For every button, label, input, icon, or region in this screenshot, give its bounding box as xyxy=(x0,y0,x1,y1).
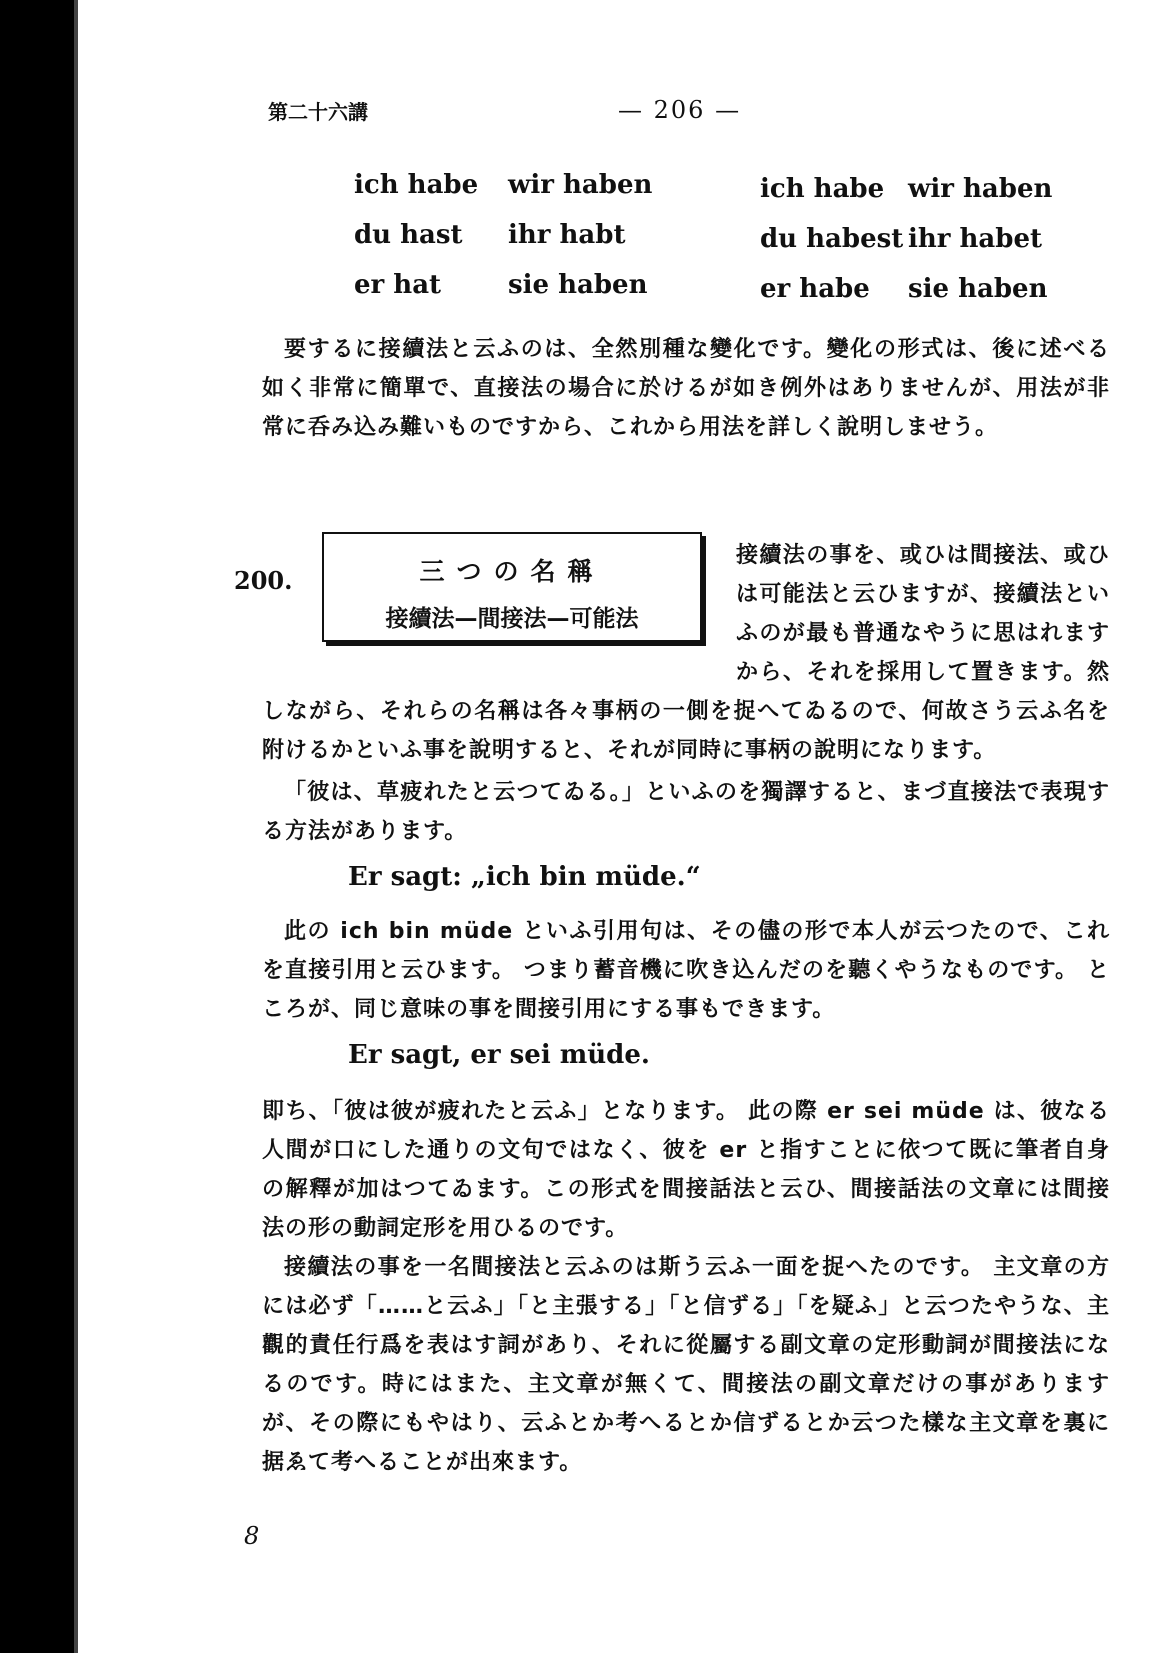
paragraph-text: 即ち、「彼は彼が疲れたと云ふ」となります。 此の際 er sei müde は、彼なる人間が口にした通りの文句ではなく、彼を er と指すことに依つて既に筆者自身の解釋が加はつてゐます。この形式を間接話法と云ひ、間接話法の文章には間接法の形の動詞定形を用ひるのです。 xyxy=(262,1099,1110,1241)
paragraph-summary xyxy=(262,330,1110,447)
conj-ind-3p: sie haben xyxy=(508,270,648,300)
conj-ind-1p: wir haben xyxy=(508,170,653,200)
paragraph-text: 「彼は、草疲れたと云つてゐる。」といふのを獨譯すると、まづ直接法で表現する方法があります。 xyxy=(262,780,1110,844)
paragraph-text: 要するに接續法と云ふのは、全然別種な變化です。變化の形式は、後に述べる如く非常に簡單で、直接法の場合に於けるが如き例外はありませんが、用法が非常に呑み込み難いものですから、これから用法を詳しく說明しませう。 xyxy=(262,337,1110,440)
conj-subj-2p: ihr habet xyxy=(908,224,1043,254)
section-title: 三つの名稱 xyxy=(419,557,605,586)
page-number: — 206 — xyxy=(618,96,742,124)
paragraph-direct-quote xyxy=(262,912,1110,1029)
section-200-text xyxy=(262,536,1110,770)
conj-subj-2s: du habest xyxy=(760,224,904,254)
conj-subj-1p: wir haben xyxy=(908,174,1053,204)
box-wrap-spacer xyxy=(262,536,736,654)
chapter-running-head: 第二十六講 xyxy=(268,100,368,124)
paragraph-text: 接續法の事を一名間接法と云ふのは斯う云ふ一面を捉へたのです。 主文章の方には必ず「……と云ふ」「と主張する」「と信ずる」「を疑ふ」と云つたやうな、主觀的責任行爲を表はす詞があり、それに從屬する副文章の定形動詞が間接法になるのです。時にはまた、主文章が無くて、間接法の副文章だけの事がありますが、その際にもやはり、云ふとか考へるとか信ずるとか云つた樣な主文章を裏に据ゑて考へることが出來ます。 xyxy=(262,1255,1110,1475)
section-200-paragraph: 接續法の事を、或ひは間接法、或ひは可能法と云ひますが、接續法といふのが最も普通なやうに思はれますから、それを採用して置きます。然しながら、それらの名稱は各々事柄の一側を捉へてゐるので、何故さう云ふ名を附けるかといふ事を說明すると、それが同時に事柄の說明になります。 xyxy=(262,543,1110,763)
section-subtitle: 接續法—間接法—可能法 xyxy=(385,606,639,632)
conj-ind-2p: ihr habt xyxy=(508,220,626,250)
conj-subj-1s: ich habe xyxy=(760,174,885,204)
conj-ind-3s: er hat xyxy=(354,270,442,300)
section-number: 200. xyxy=(234,566,293,595)
conj-ind-1s: ich habe xyxy=(354,170,479,200)
conj-subj-3s: er habe xyxy=(760,274,870,304)
conj-ind-2s: du hast xyxy=(354,220,463,250)
example-direct-speech: Er sagt: „ich bin müde.“ xyxy=(348,862,701,892)
paragraph-indirect-mood xyxy=(262,1248,1110,1482)
example-indirect-speech: Er sagt, er sei müde. xyxy=(348,1040,650,1070)
paragraph-translation xyxy=(262,773,1110,851)
paragraph-indirect-quote xyxy=(262,1092,1110,1248)
conj-subj-3p: sie haben xyxy=(908,274,1048,304)
paragraph-text: 此の ich bin müde といふ引用句は、その儘の形で本人が云つたので、これを直接引用と云ひます。 つまり蓄音機に吹き込んだのを聽くやうなものです。 ところが、同じ意味の事を間接引用にする事もできます。 xyxy=(262,919,1110,1022)
folio-mark: 8 xyxy=(244,1522,260,1550)
